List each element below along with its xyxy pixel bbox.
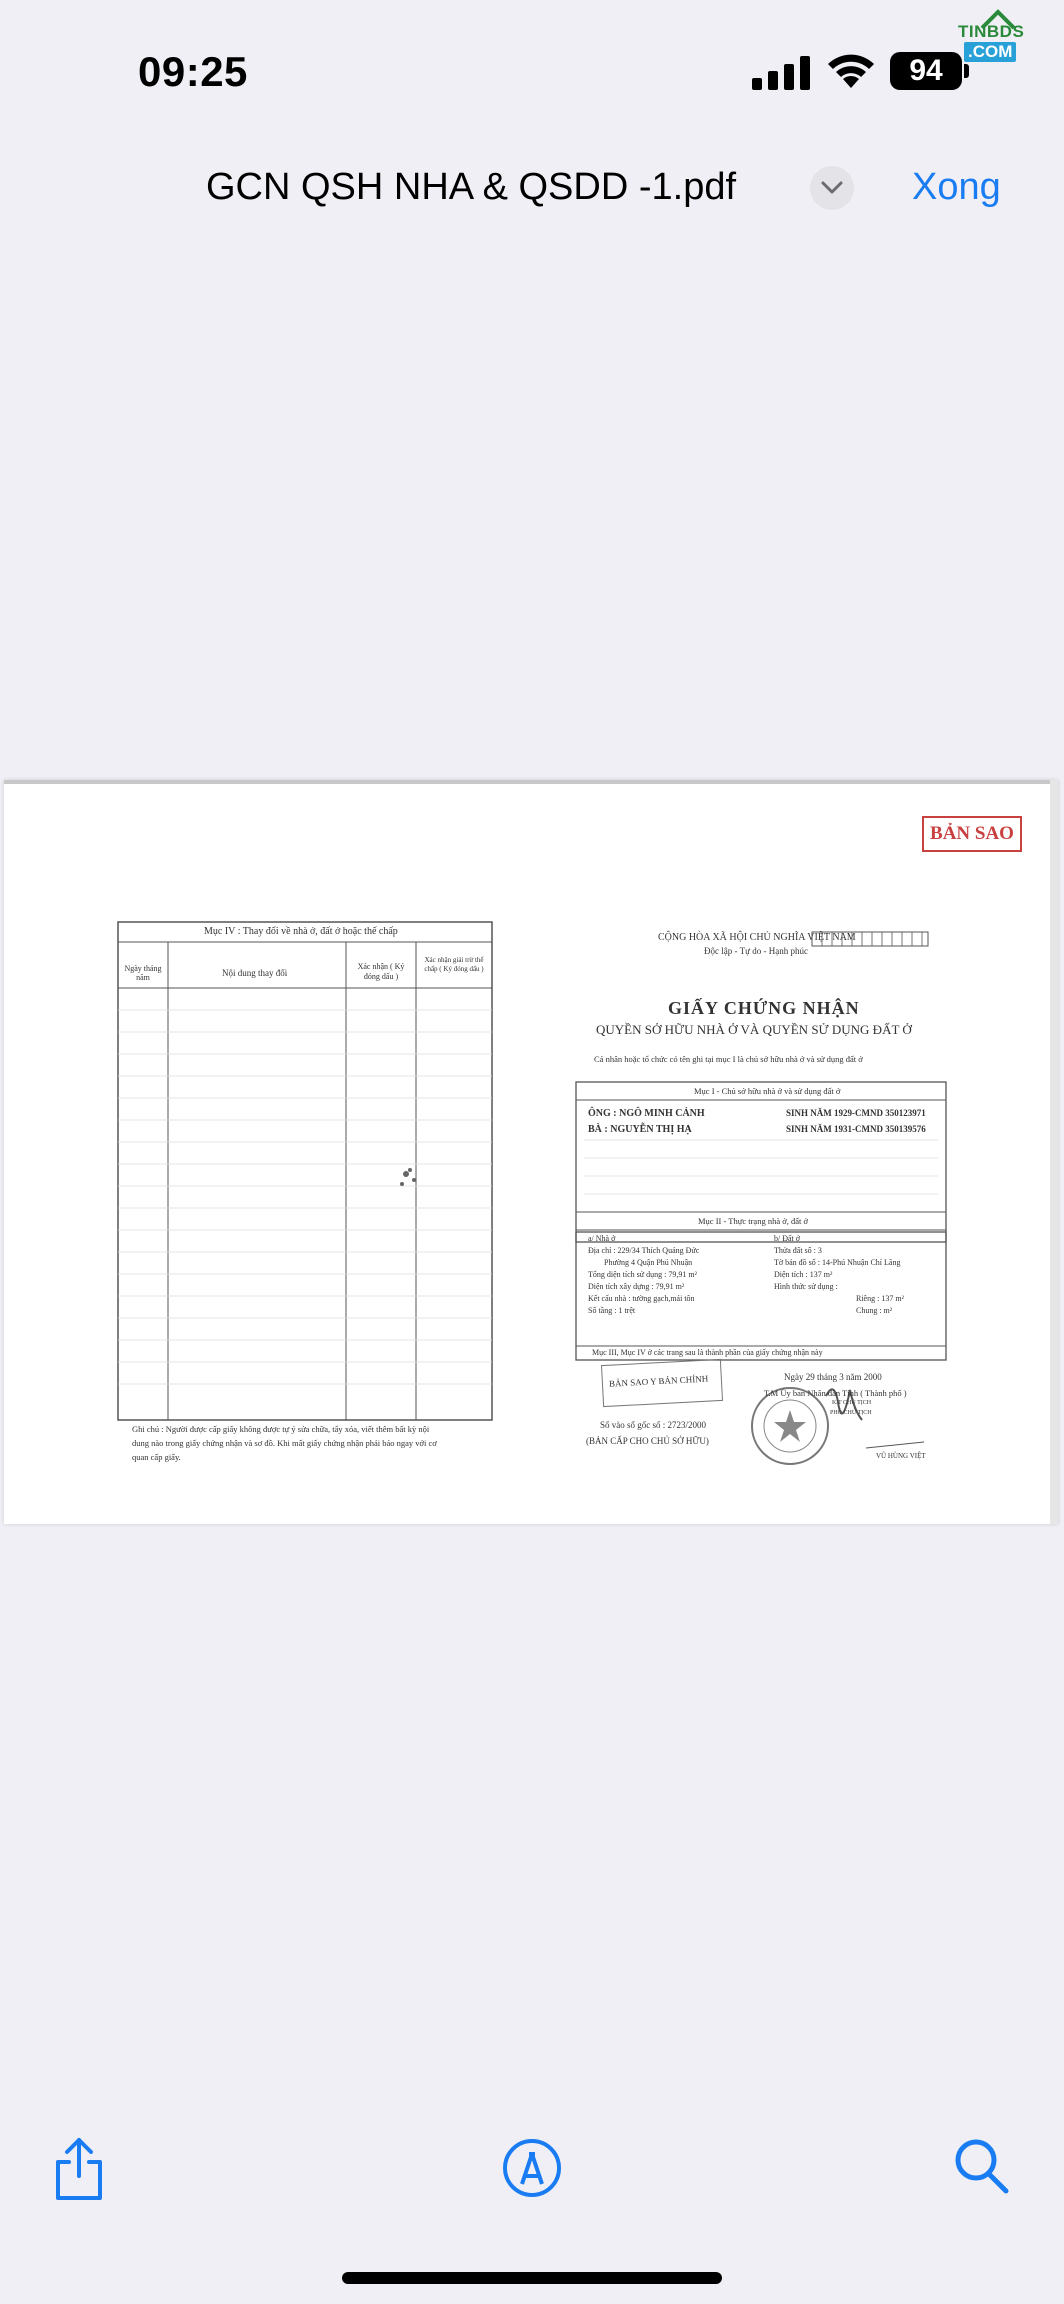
certify-stamp: [601, 1359, 723, 1407]
document-title[interactable]: GCN QSH NHA & QSDD -1.pdf: [206, 166, 737, 208]
change-log-table: [4, 780, 1058, 1524]
house-build-area: Diện tích xây dựng : 79,91 m²: [588, 1282, 685, 1291]
done-button[interactable]: Xong: [912, 166, 1001, 208]
copy-owner-note: (BẢN CẤP CHO CHỦ SỞ HỮU): [586, 1436, 709, 1446]
watermark-suffix: .COM: [964, 42, 1016, 62]
document-header: [0, 150, 1064, 230]
note-line-1: Ghi chú : Người được cấp giấy không được tự ý sửa chữa, tẩy xóa, viết thêm bất kỳ nội: [132, 1424, 430, 1434]
house-ward: Phường 4 Quận Phú Nhuận: [604, 1258, 693, 1267]
certificate-subheading: QUYỀN SỞ HỮU NHÀ Ở VÀ QUYỀN SỬ DỤNG ĐẤT Ở: [596, 1022, 912, 1037]
section-3-note: Mục III, Mục IV ở các trang sau là thành phần của giấy chứng nhận này: [592, 1348, 823, 1357]
chevron-down-icon: [821, 181, 843, 195]
certify-stamp-text: BẢN SAO Y BẢN CHÍNH: [608, 1373, 709, 1389]
status-time: 09:25: [138, 48, 248, 95]
issuing-authority: T.M Ủy ban Nhân dân Tỉnh ( Thành phố ): [764, 1388, 907, 1398]
pdf-page[interactable]: [4, 780, 1058, 1524]
certificate-intro: Cá nhân hoặc tổ chức có tên ghi tại mục I là chủ sở hữu nhà ở và sử dụng đất ở: [594, 1054, 863, 1064]
battery-icon: [890, 52, 962, 90]
section-2-title: Mục II - Thực trạng nhà ở, đất ở: [698, 1216, 808, 1226]
house-floors: Số tầng : 1 trệt: [588, 1306, 636, 1315]
battery-tip: [964, 64, 969, 78]
land-area: Diện tích : 137 m²: [774, 1270, 833, 1279]
battery-level: 94: [909, 54, 943, 87]
home-indicator[interactable]: [342, 2272, 722, 2284]
title-menu-button[interactable]: [810, 166, 854, 210]
land-map: Tờ bản đồ số : 14-Phú Nhuận Chí Lăng: [774, 1258, 901, 1267]
issue-date: Ngày 29 tháng 3 năm 2000: [784, 1372, 882, 1382]
share-icon: [48, 2134, 110, 2204]
note-line-2: dung nào trong giấy chứng nhận và sơ đồ. Khi mất giấy chứng nhận phải báo ngay với cơ: [132, 1438, 437, 1448]
markup-icon: [500, 2136, 564, 2200]
owner-2-info: SINH NĂM 1931-CMND 350139576: [786, 1124, 926, 1134]
house-label: a/ Nhà ở: [588, 1234, 616, 1243]
house-total-area: Tổng diện tích sử dụng : 79,91 m²: [588, 1270, 697, 1279]
col-header-date: Ngày tháng năm: [124, 964, 162, 982]
status-bar: [0, 0, 1064, 130]
signer-name: VŨ HÙNG VIỆT: [876, 1452, 926, 1460]
col-header-mortgage: Xác nhận giải trừ thế chấp ( Ký đóng dấu ): [424, 956, 484, 973]
cellular-signal-icon: [752, 56, 810, 90]
house-address: Địa chỉ : 229/34 Thích Quảng Đức: [588, 1246, 700, 1255]
change-log-title: Mục IV : Thay đổi về nhà ở, đất ở hoặc thế chấp: [204, 926, 398, 937]
land-parcel: Thửa đất số : 3: [774, 1246, 822, 1255]
section-1-title: Mục I - Chủ sở hữu nhà ở và sử dụng đất ở: [694, 1086, 841, 1096]
col-header-confirm: Xác nhận ( Ký đóng dấu ): [357, 962, 405, 981]
search-button[interactable]: [950, 2134, 1014, 2200]
col-header-content: Nội dung thay đổi: [222, 968, 288, 978]
registry-number: Số vào sổ gốc số : 2723/2000: [600, 1420, 707, 1430]
share-button[interactable]: [48, 2134, 110, 2204]
land-shared: Chung : m²: [856, 1306, 893, 1315]
owner-2-name: BÀ : NGUYỄN THỊ HẠ: [588, 1124, 692, 1135]
certificate-heading: GIẤY CHỨNG NHẬN: [668, 998, 860, 1018]
watermark-brand: TINBDS: [958, 22, 1025, 41]
house-structure: Kết cấu nhà : tường gạch,mái tôn: [588, 1294, 695, 1303]
wifi-icon: [826, 52, 876, 90]
watermark-logo: [958, 22, 1058, 66]
copy-stamp-text: BẢN SAO: [930, 823, 1014, 844]
land-form: Hình thức sử dụng :: [774, 1282, 838, 1291]
land-label: b/ Đất ở: [774, 1234, 801, 1243]
markup-button[interactable]: [500, 2136, 564, 2200]
land-private: Riêng : 137 m²: [856, 1294, 904, 1303]
nation-header: CỘNG HÒA XÃ HỘI CHỦ NGHĨA VIỆT NAM: [658, 932, 856, 943]
nation-motto: Độc lập - Tự do - Hạnh phúc: [704, 946, 808, 956]
owner-1-name: ÔNG : NGÔ MINH CẢNH: [588, 1108, 705, 1119]
owner-1-info: SINH NĂM 1929-CMND 350123971: [786, 1108, 926, 1118]
note-line-3: quan cấp giấy.: [132, 1452, 181, 1462]
vice-chairman: PHÓ CHỦ TỊCH: [830, 1410, 872, 1416]
authority-role: K/T CHỦ TỊCH: [832, 1400, 872, 1406]
search-icon: [950, 2134, 1014, 2200]
